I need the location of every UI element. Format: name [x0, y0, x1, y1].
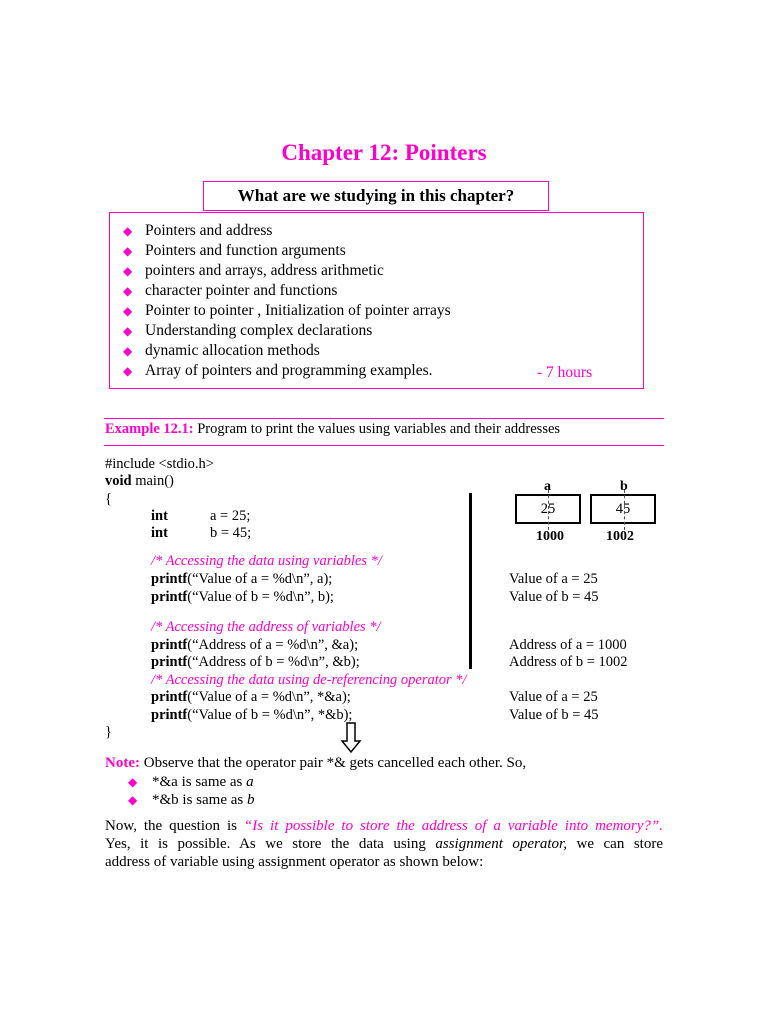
diamond-bullet-icon: ◆: [128, 775, 138, 789]
output-line: Address of a = 1000: [509, 637, 627, 653]
note-label: Note:: [105, 755, 140, 771]
note-item: ◆ *&b is same as b: [128, 792, 255, 808]
diamond-bullet-icon: ◆: [128, 793, 138, 807]
memory-cell-a: 25: [515, 494, 581, 524]
code-printf-2: printf(“Value of b = %d\n”, b);: [151, 589, 334, 605]
memory-address-b: 1002: [606, 529, 634, 544]
diamond-bullet-icon: ◆: [123, 244, 133, 258]
topic-item: ◆ Pointers and function arguments: [123, 242, 346, 259]
topic-item: ◆ pointers and arrays, address arithmetic: [123, 262, 384, 279]
code-comment-addresses: /* Accessing the address of variables */: [151, 619, 381, 635]
vertical-divider: [469, 493, 472, 669]
topic-item: ◆ Understanding complex declarations: [123, 322, 373, 339]
hours-label: - 7 hours: [537, 364, 593, 381]
code-decl-a: int: [151, 508, 168, 524]
code-decl-b-value: b = 45;: [210, 525, 252, 541]
example-top-rule: [104, 418, 664, 419]
code-comment-variables: /* Accessing the data using variables */: [151, 553, 382, 569]
topic-item: ◆ Pointers and address: [123, 222, 273, 239]
paragraph-line-3: address of variable using assignment operator as shown below:: [105, 854, 484, 870]
memory-label-a: a: [544, 479, 551, 494]
paragraph-line-2: Yes, it is possible. As we store the data using assignment operator, we can store: [105, 836, 663, 852]
down-arrow-icon: [340, 722, 362, 754]
note-item: ◆ *&a is same as a: [128, 774, 254, 790]
example-heading: [105, 421, 560, 438]
memory-cell-b: 45: [590, 494, 656, 524]
output-line: Value of a = 25: [509, 689, 598, 705]
note-line: Note: Observe that the operator pair *& gets cancelled each other. So,: [105, 755, 527, 771]
code-close-brace: }: [105, 724, 112, 740]
code-decl-b: int: [151, 525, 168, 541]
example-bottom-rule: [104, 445, 664, 446]
example-label: Example 12.1:: [105, 421, 194, 437]
output-line: Value of a = 25: [509, 571, 598, 587]
code-include: #include <stdio.h>: [105, 456, 214, 472]
diamond-bullet-icon: ◆: [123, 224, 133, 238]
topic-item: ◆ character pointer and functions: [123, 282, 338, 299]
code-printf-6: printf(“Value of b = %d\n”, *&b);: [151, 707, 353, 723]
code-printf-3: printf(“Address of a = %d\n”, &a);: [151, 637, 359, 653]
memory-address-a: 1000: [536, 529, 564, 544]
code-printf-5: printf(“Value of a = %d\n”, *&a);: [151, 689, 351, 705]
diamond-bullet-icon: ◆: [123, 364, 133, 378]
code-decl-a-value: a = 25;: [210, 508, 251, 524]
code-main: void main(): [105, 473, 174, 489]
output-line: Address of b = 1002: [509, 654, 628, 670]
topic-item: ◆ dynamic allocation methods: [123, 342, 320, 359]
code-printf-4: printf(“Address of b = %d\n”, &b);: [151, 654, 360, 670]
chapter-title: Chapter 12: Pointers: [281, 140, 487, 165]
study-question-box: What are we studying in this chapter?: [203, 181, 549, 211]
diamond-bullet-icon: ◆: [123, 344, 133, 358]
topic-item: ◆ Pointer to pointer , Initialization of pointer arrays: [123, 302, 451, 319]
memory-marker-b: [624, 490, 625, 530]
diamond-bullet-icon: ◆: [123, 304, 133, 318]
output-line: Value of b = 45: [509, 707, 599, 723]
diamond-bullet-icon: ◆: [123, 264, 133, 278]
diamond-bullet-icon: ◆: [123, 324, 133, 338]
topics-box: [109, 212, 644, 389]
code-printf-1: printf(“Value of a = %d\n”, a);: [151, 571, 333, 587]
example-description: Program to print the values using variables and their addresses: [197, 421, 561, 437]
code-comment-dereference: /* Accessing the data using de-referencing operator */: [151, 672, 467, 688]
code-open-brace: {: [105, 491, 112, 507]
topic-item: ◆ Array of pointers and programming examples.: [123, 362, 433, 379]
paragraph-line-1: Now, the question is “Is it possible to store the address of a variable into memory?”.: [105, 818, 663, 834]
output-line: Value of b = 45: [509, 589, 599, 605]
memory-marker-a: [548, 490, 549, 530]
diamond-bullet-icon: ◆: [123, 284, 133, 298]
memory-label-b: b: [620, 479, 628, 494]
